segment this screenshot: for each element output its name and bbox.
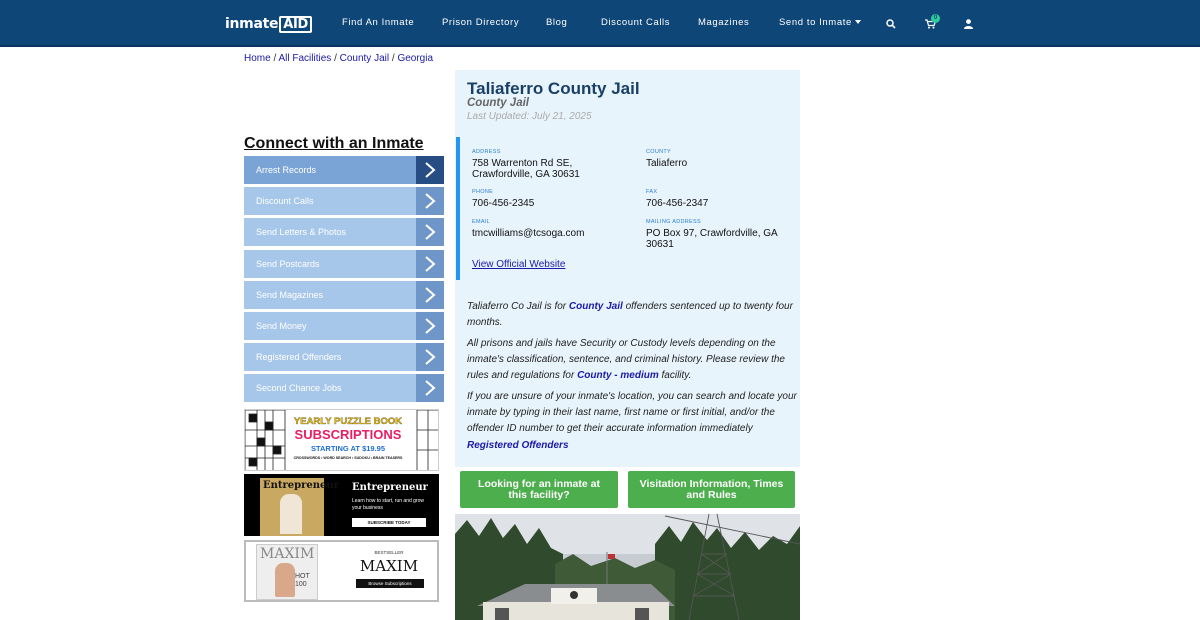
maxim-browse-button[interactable]: Browse Subscriptions: [356, 579, 424, 588]
desc-text: All prisons and jails have Security or Custody levels depending on the inmate's classification, sentence, and criminal history. Please review the rules and regulations for: [467, 338, 785, 382]
entrepreneur-tagline: Learn how to start, run and grow your business: [352, 498, 424, 511]
maxim-brand: MAXIM: [359, 557, 419, 575]
site-logo[interactable]: [225, 15, 312, 33]
chevron-right-icon: [416, 281, 444, 309]
nav-send-to-inmate[interactable]: [779, 17, 861, 28]
sidebar-item-send-money[interactable]: [244, 312, 444, 340]
description-paragraph-1: [467, 299, 797, 331]
desc-text: If you are unsure of your inmate's location, you can search and locate your inmate by typing in their last name, first name or first initial, and/or the offender ID number to get their accurate information immediately: [467, 391, 797, 435]
accent-bar: [456, 137, 460, 280]
nav-prison-directory[interactable]: Prison Directory: [442, 17, 520, 28]
nav-find-inmate[interactable]: Find An Inmate: [342, 17, 415, 28]
maxim-cover-hot: HOT 100: [295, 573, 310, 588]
caret-down-icon: [855, 20, 861, 24]
entrepreneur-cover-brand: Entrepreneur: [263, 480, 339, 491]
address-value: 758 Warrenton Rd SE, Crawfordville, GA 30631: [472, 158, 580, 180]
description-paragraph-3: [467, 389, 797, 454]
sidebar-item-send-postcards[interactable]: [244, 250, 444, 278]
sidebar-item-label: Send Magazines: [256, 289, 324, 300]
county-value: Taliaferro: [646, 158, 688, 169]
desc-text: offenders sentenced up to twenty four months.: [467, 301, 793, 329]
registered-offenders-link[interactable]: Registered Offenders: [467, 439, 569, 451]
chevron-right-icon: [416, 187, 444, 215]
facility-title: Taliaferro County Jail: [467, 79, 640, 98]
chevron-right-icon: [416, 156, 444, 184]
find-inmate-facility-button[interactable]: Looking for an inmate at this facility?: [460, 471, 618, 508]
chevron-right-icon: [416, 218, 444, 246]
sidebar-item-label: Registered Offenders: [256, 352, 342, 363]
breadcrumb-all-facilities[interactable]: All Facilities: [278, 53, 332, 64]
breadcrumb-separator: /: [391, 53, 395, 64]
visitation-info-button[interactable]: Visitation Information, Times and Rules: [628, 471, 795, 508]
sidebar-item-send-magazines[interactable]: [244, 281, 444, 309]
user-icon[interactable]: [964, 16, 973, 34]
county-jail-link[interactable]: County Jail: [568, 301, 623, 312]
phone-value[interactable]: 706-456-2345: [472, 198, 535, 209]
mailing-address-label: MAILING ADDRESS: [646, 219, 701, 225]
logo-text: inmate: [225, 16, 279, 32]
sidebar-item-second-chance-jobs[interactable]: [244, 374, 444, 402]
desc-text: Taliaferro Co Jail is for: [467, 301, 569, 312]
breadcrumb-separator: /: [273, 53, 277, 64]
breadcrumb: [244, 53, 433, 64]
nav-magazines[interactable]: Magazines: [698, 17, 750, 28]
chevron-right-icon: [416, 250, 444, 278]
nav-send-to-inmate-label: Send to Inmate: [779, 17, 852, 28]
entrepreneur-cover: [260, 478, 339, 536]
breadcrumb-separator: /: [334, 53, 337, 64]
sidebar-menu: [244, 156, 444, 406]
puzzle-book-ad[interactable]: [244, 409, 439, 471]
fax-value: 706-456-2347: [646, 198, 709, 209]
breadcrumb-county-jail[interactable]: County Jail: [339, 53, 390, 64]
sidebar-item-label: Send Postcards: [256, 258, 320, 269]
entrepreneur-subscribe-button[interactable]: SUBSCRIBE TODAY: [352, 518, 426, 527]
entrepreneur-magazine-ad[interactable]: [244, 474, 439, 536]
facility-type: County Jail: [467, 97, 529, 109]
logo-box-text: AID: [279, 16, 312, 33]
nav-blog[interactable]: Blog: [546, 17, 568, 28]
chevron-right-icon: [416, 312, 444, 340]
official-website-link[interactable]: View Official Website: [472, 259, 566, 270]
fax-label: FAX: [646, 189, 658, 195]
maxim-cover-brand: MAXIM: [260, 546, 315, 562]
sidebar-item-send-letters[interactable]: [244, 218, 444, 246]
county-label: COUNTY: [646, 149, 672, 155]
mailing-address-value: PO Box 97, Crawfordville, GA 30631: [646, 228, 778, 250]
nav-discount-calls[interactable]: Discount Calls: [601, 17, 671, 28]
breadcrumb-home[interactable]: Home: [244, 53, 271, 64]
puzzle-ad-line1: YEARLY PUZZLE BOOK: [293, 416, 403, 427]
desc-text: facility.: [658, 370, 692, 382]
breadcrumb-georgia[interactable]: Georgia: [397, 53, 434, 64]
email-label: EMAIL: [472, 219, 491, 225]
sidebar-item-label: Discount Calls: [256, 196, 314, 207]
search-icon[interactable]: [886, 16, 896, 34]
sidebar-item-discount-calls[interactable]: [244, 187, 444, 215]
puzzle-ad-line2: SUBSCRIPTIONS: [294, 427, 402, 442]
puzzle-ad-line3: STARTING AT $19.95: [310, 444, 386, 453]
cart-count-badge: 0: [931, 14, 940, 23]
sidebar-item-registered-offenders[interactable]: [244, 343, 444, 371]
sidebar-item-arrest-records[interactable]: [244, 156, 444, 184]
connect-inmate-heading: Connect with an Inmate: [244, 135, 424, 152]
chevron-right-icon: [416, 374, 444, 402]
facility-photo: [455, 514, 800, 620]
county-medium-link[interactable]: County - medium: [577, 370, 659, 382]
entrepreneur-brand: Entrepreneur: [352, 482, 428, 493]
chevron-right-icon: [416, 343, 444, 371]
maxim-magazine-ad[interactable]: [244, 540, 439, 602]
sidebar-item-label: Arrest Records: [256, 165, 317, 175]
maxim-cover: [256, 544, 318, 600]
puzzle-ad-line4: CROSSWORDS • WORD SEARCH • SUDOKU • BRAIN TEASERS: [293, 456, 403, 460]
sidebar-item-label: Second Chance Jobs: [256, 383, 342, 394]
facility-contact-box: [456, 137, 800, 280]
maxim-bestseller-tag: BESTSELLER: [374, 550, 404, 555]
top-navbar: [0, 0, 1200, 47]
description-paragraph-2: [467, 336, 797, 385]
sidebar-item-label: Send Letters & Photos: [256, 227, 347, 238]
sidebar-item-label: Send Money: [256, 320, 307, 331]
email-value[interactable]: tmcwilliams@tcsoga.com: [472, 228, 585, 239]
phone-label: PHONE: [472, 189, 494, 195]
address-label: ADDRESS: [472, 149, 501, 155]
last-updated: Last Updated: July 21, 2025: [467, 111, 592, 122]
